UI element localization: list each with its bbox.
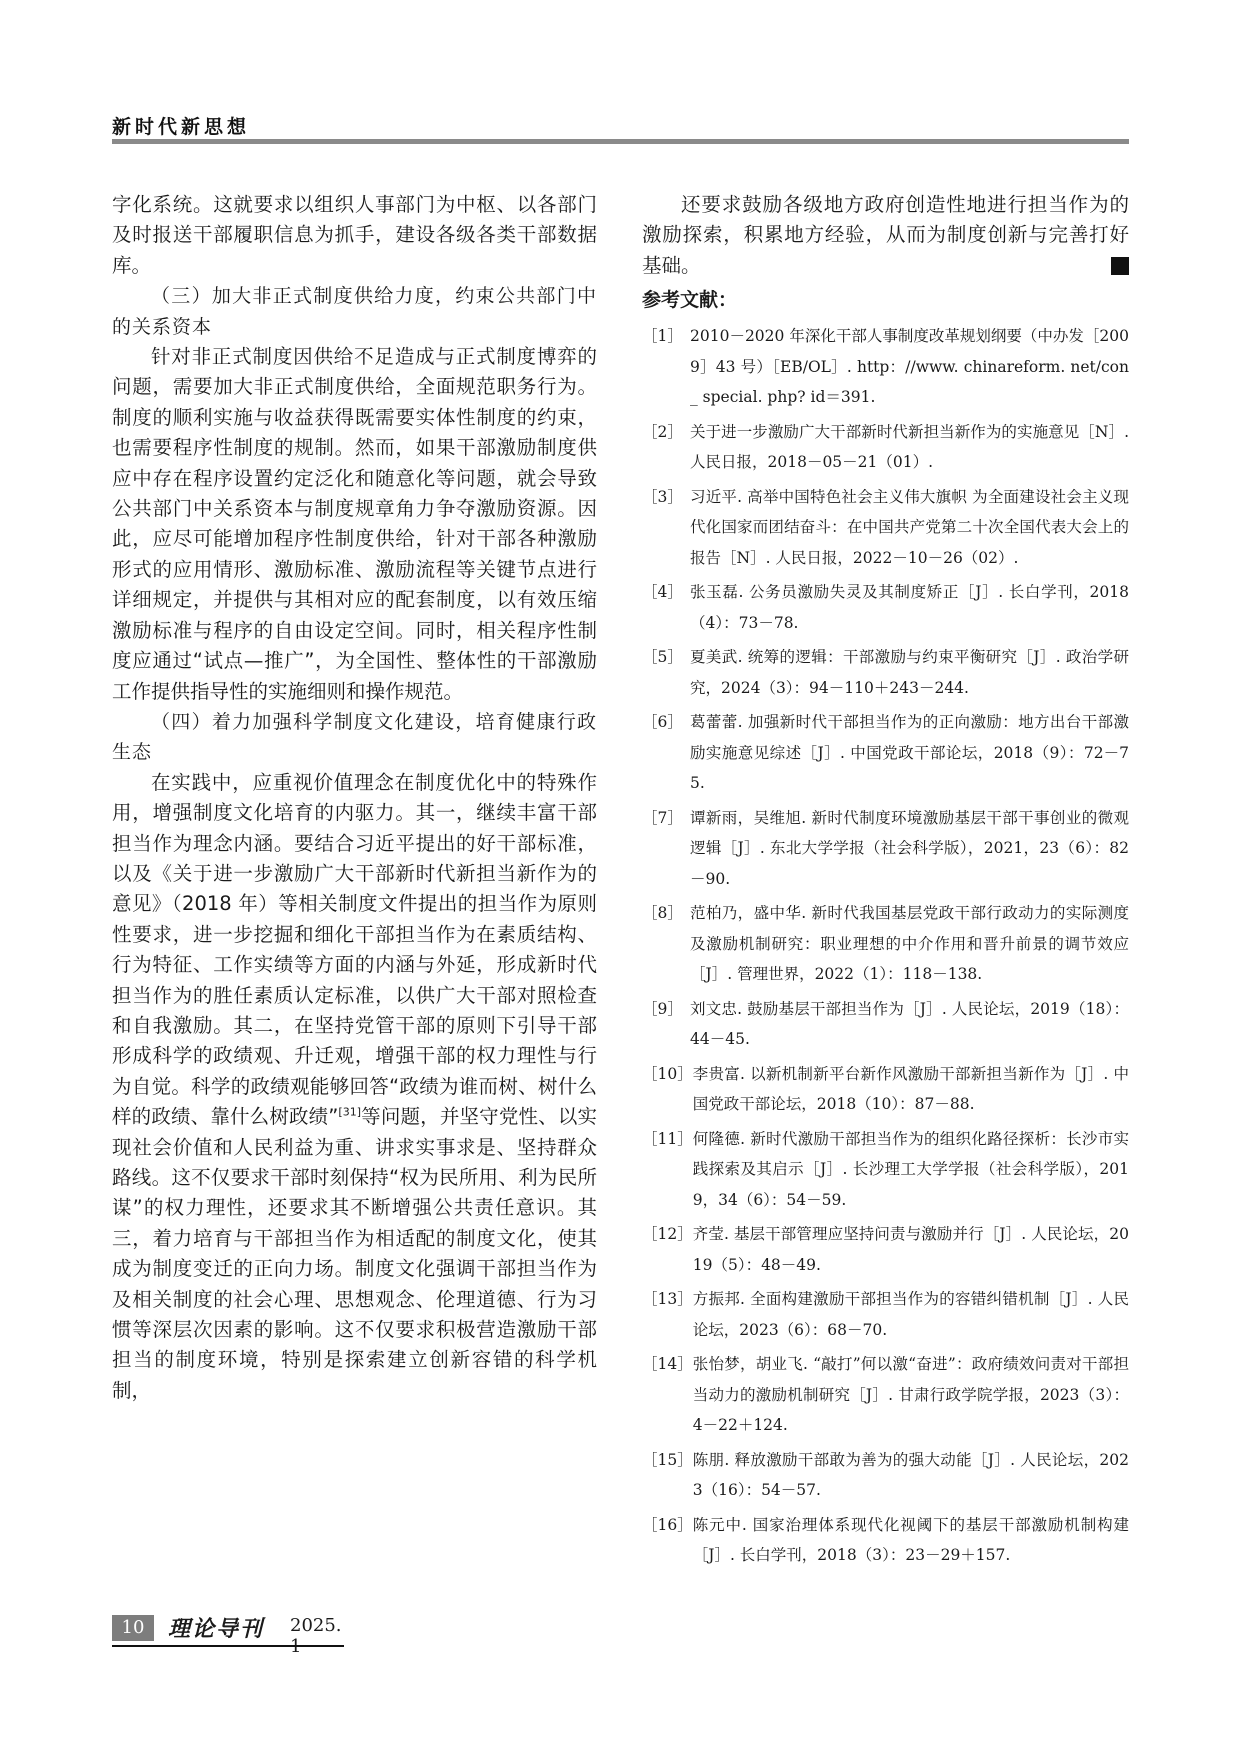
reference-number: ［15］ <box>642 1450 693 1469</box>
reference-number: ［3］ <box>642 487 683 506</box>
running-title: 新时代新思想 <box>112 116 251 138</box>
reference-text: 习近平. 高举中国特色社会主义伟大旗帜 为全面建设社会主义现代化国家而团结奋斗：在中国共产党第二十次全国代表大会上的报告［N］. 人民日报，2022－10－26（02）. <box>690 487 1129 567</box>
reference-item <box>642 1059 1129 1120</box>
page-number: 10 <box>112 1615 154 1641</box>
reference-text: 张玉磊. 公务员激励失灵及其制度矫正［J］. 长白学刊，2018（4）：73－78. <box>690 583 1129 632</box>
left-column <box>112 190 597 1406</box>
reference-item <box>642 1219 1129 1280</box>
reference-item <box>642 707 1129 799</box>
paragraph-text: 还要求鼓励各级地方政府创造性地进行担当作为的激励探索，积累地方经验，从而为制度创新与完善打好基础。 <box>642 193 1129 277</box>
reference-text: 齐莹. 基层干部管理应坚持问责与激励并行［J］. 人民论坛，2019（5）：48－49. <box>692 1225 1129 1274</box>
reference-number: ［14］ <box>642 1355 693 1374</box>
paragraph: 针对非正式制度因供给不足造成与正式制度博弈的问题，需要加大非正式制度供给，全面规范职务行为。制度的顺利实施与收益获得既需要实体性制度的约束，也需要程序性制度的规制。然而，如果干部激励制度供应中存在程序设置约定泛化和随意化等问题，就会导致公共部门中关系资本与制度规章角力争夺激励资源。因此，应尽可能增加程序性制度供给，针对干部各种激励形式的应用情形、激励标准、激励流程等关键节点进行详细规定，并提供与其相对应的配套制度，以有效压缩激励标准与程序的自由设定空间。同时，相关程序性制度应通过“试点—推广”，为全国性、整体性的干部激励工作提供指导性的实施细则和操作规范。 <box>112 345 597 703</box>
reference-number: ［12］ <box>642 1225 693 1244</box>
right-column <box>642 190 1163 1575</box>
reference-text: 范柏乃，盛中华. 新时代我国基层党政干部行政动力的实际测度及激励机制研究：职业理想的中介作用和晋升前景的调节效应［J］. 管理世界，2022（1）：118－138. <box>690 904 1129 984</box>
paragraph-text: 等问题，并坚守党性、以实现社会价值和人民利益为重、讲求实事求是、坚持群众路线。这不仅要求干部时刻保持“权为民所用、利为民所谋”的权力理性，还要求其不断增强公共责任意识。其三，着力培育与干部担当作为相适配的制度文化，使其成为制度变迁的正向力场。制度文化强调干部担当作为及相关制度的社会心理、思想观念、伦理道德、行为习惯等深层次因素的影响。这不仅要求积极营造激励干部担当的制度环境，特别是探索建立创新容错的科学机制， <box>112 1105 597 1402</box>
reference-item <box>642 1284 1129 1345</box>
reference-number: ［16］ <box>642 1515 693 1534</box>
reference-item <box>642 1124 1129 1216</box>
issue-label: 2025. <box>290 1615 342 1636</box>
reference-number: ［13］ <box>642 1290 693 1309</box>
reference-item <box>642 642 1129 703</box>
reference-number: ［6］ <box>642 713 683 732</box>
header-rule <box>112 139 1129 144</box>
reference-text: 陈朋. 释放激励干部敢为善为的强大动能［J］. 人民论坛，2023（16）：54－57. <box>692 1450 1129 1500</box>
reference-number: ［2］ <box>642 422 683 441</box>
footer-rule <box>112 1645 344 1647</box>
reference-number: ［8］ <box>642 904 683 923</box>
reference-text: 方振邦. 全面构建激励干部担当作为的容错纠错机制［J］. 人民论坛，2023（6）：68－70. <box>692 1290 1129 1339</box>
reference-number: ［7］ <box>642 808 683 827</box>
reference-item <box>642 482 1129 574</box>
reference-text: 谭新雨，吴维旭. 新时代制度环境激励基层干部干事创业的微观逻辑［J］. 东北大学学报（社会科学版），2021，23（6）：82－90. <box>690 808 1129 888</box>
article-end-mark-icon: 理 <box>1111 257 1129 275</box>
paragraph-text: 在实践中，应重视价值理念在制度优化中的特殊作用，增强制度文化培育的内驱力。其一，继续丰富干部担当作为理念内涵。要结合习近平提出的好干部标准，以及《关于进一步激励广大干部新时代新担当新作为的意见》（2018 年）等相关制度文件提出的担当作为原则性要求，进一步挖掘和细化干部担当作为在素质结构、行为特征、工作实绩等方面的内涵与外延，形成新时代担当作为的胜任素质认定标准，以供广大干部对照检查和自我激励。其二，在坚持党管干部的原则下引导干部形成科学的政绩观、升迁观，增强干部的权力理性与行为自觉。科学的政绩观能够回答“政绩为谁而树、树什么样的政绩、靠什么树政绩” <box>112 770 597 1129</box>
reference-item <box>642 803 1129 895</box>
reference-item <box>642 321 1129 413</box>
reference-text: 何隆德. 新时代激励干部担当作为的组织化路径探析：长沙市实践探索及其启示［J］. 长沙理工大学学报（社会科学版），2019，34（6）：54－59. <box>692 1129 1129 1209</box>
reference-text: 张怡梦，胡业飞. “敲打”何以激“奋进”：政府绩效问责对干部担当动力的激励机制研究［J］. 甘肃行政学院学报，2023（3）：4－22＋124. <box>692 1355 1129 1435</box>
reference-text: 夏美武. 统筹的逻辑：干部激励与约束平衡研究［J］. 政治学研究，2024（3）：94－110＋243－244. <box>690 648 1129 697</box>
reference-item <box>642 577 1129 638</box>
reference-item <box>642 994 1129 1055</box>
section-heading: （三）加大非正式制度供给力度，约束公共部门中的关系资本 <box>112 285 597 338</box>
reference-text: 葛蕾蕾. 加强新时代干部担当作为的正向激励：地方出台干部激励实施意见综述［J］. 中国党政干部论坛，2018（9）：72－75. <box>690 713 1129 793</box>
paragraph: 字化系统。这就要求以组织人事部门为中枢、以各部门及时报送干部履职信息为抓手，建设各级各类干部数据库。 <box>112 193 597 277</box>
paragraph <box>642 190 1163 281</box>
paragraph <box>112 768 597 1407</box>
citation-superscript: [31] <box>338 1105 362 1119</box>
reference-text: 刘文忠. 鼓励基层干部担当作为［J］. 人民论坛，2019（18）：44－45. <box>690 999 1129 1049</box>
journal-name: 理论导刊 <box>168 1616 265 1642</box>
reference-item <box>642 1445 1129 1506</box>
references-heading: 参考文献： <box>642 289 738 312</box>
reference-number: ［9］ <box>642 999 683 1018</box>
reference-number: ［4］ <box>642 583 683 602</box>
reference-item <box>642 1510 1129 1571</box>
reference-text: 李贵富. 以新机制新平台新作风激励干部新担当新作为［J］. 中国党政干部论坛，2018（10）：87－88. <box>692 1064 1129 1114</box>
reference-number: ［10］ <box>642 1064 693 1083</box>
reference-number: ［5］ <box>642 648 683 667</box>
reference-number: ［11］ <box>642 1129 693 1148</box>
reference-text: 陈元中. 国家治理体系现代化视阈下的基层干部激励机制构建［J］. 长白学刊，2018（3）：23－29＋157. <box>692 1515 1129 1565</box>
reference-item <box>642 417 1129 478</box>
reference-text: 关于进一步激励广大干部新时代新担当新作为的实施意见［N］. 人民日报，2018－05－21（01）. <box>690 422 1129 472</box>
page-footer <box>112 1612 344 1648</box>
reference-item <box>642 898 1129 990</box>
reference-number: ［1］ <box>642 327 683 346</box>
reference-list <box>642 321 1129 1571</box>
reference-item <box>642 1349 1129 1441</box>
reference-text: 2010－2020 年深化干部人事制度改革规划纲要（中办发［2009］43 号）［EB/OL］. http：//www. chinareform. net/con_ special. php? id＝391. <box>690 327 1129 407</box>
section-heading: （四）着力加强科学制度文化建设，培育健康行政生态 <box>112 710 597 764</box>
